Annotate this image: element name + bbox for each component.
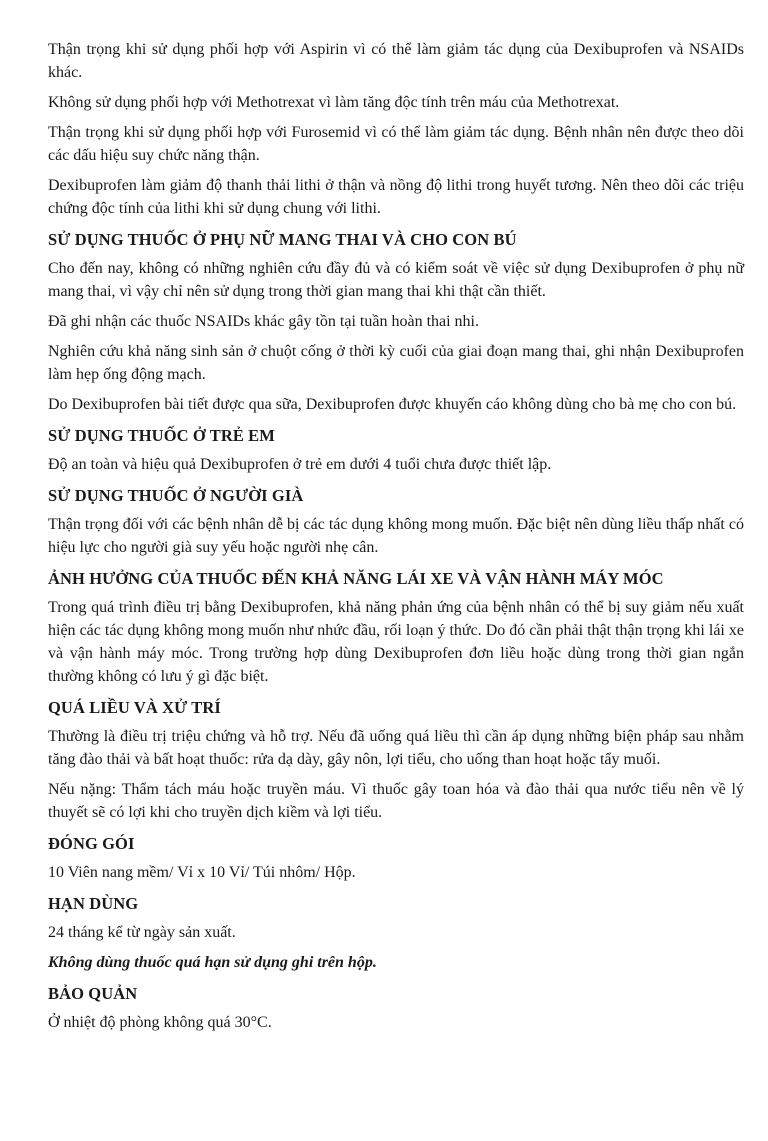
interaction-methotrexat: Không sử dụng phối hợp với Methotrexat vì làm tăng độc tính trên máu của Methotrexat. <box>48 94 620 111</box>
packaging-text: 10 Viên nang mềm/ Vỉ x 10 Vỉ/ Túi nhôm/ Hộp. <box>48 864 356 881</box>
driving-paragraph: Trong quá trình điều trị bằng Dexibuprofen, khả năng phản ứng của bệnh nhân có thể bị suy giảm nếu xuất hiện các tác dụng không mong muốn như nhức đầu, rối loạn ý thức. Do đó cần phải thật thận trọng khi lái xe và vận hành máy móc. Trong trường hợp dùng Dexibuprofen đơn liều hoặc dùng trong thời gian ngắn thường không có lưu ý gì đặc biệt. <box>48 599 744 685</box>
storage-text: Ở nhiệt độ phòng không quá 30°C. <box>48 1014 272 1031</box>
pregnancy-paragraph: Nghiên cứu khả năng sinh sản ở chuột cống ở thời kỳ cuối của giai đoạn mang thai, ghi nhận Dexibuprofen làm hẹp ống động mạch. <box>48 343 744 383</box>
elderly-paragraph: Thận trọng đối với các bệnh nhân dễ bị các tác dụng không mong muốn. Đặc biệt nên dùng liều thấp nhất có hiệu lực cho người già suy yếu hoặc người nhẹ cân. <box>48 516 744 556</box>
storage-heading: BẢO QUẢN <box>48 984 138 1003</box>
overdose-paragraph: Nếu nặng: Thẩm tách máu hoặc truyền máu. Vì thuốc gây toan hóa và đào thải qua nước tiểu nên về lý thuyết sẽ có lợi khi cho truyền dịch kiềm và lợi tiểu. <box>48 781 744 821</box>
document-page <box>48 38 744 1041</box>
packaging-heading: ĐÓNG GÓI <box>48 834 135 853</box>
expiry-text: 24 tháng kể từ ngày sản xuất. <box>48 924 236 941</box>
pregnancy-paragraph: Do Dexibuprofen bài tiết được qua sữa, Dexibuprofen được khuyến cáo không dùng cho bà mẹ cho con bú. <box>48 396 737 413</box>
overdose-heading: QUÁ LIỀU VÀ XỬ TRÍ <box>48 698 221 717</box>
pregnancy-paragraph: Cho đến nay, không có những nghiên cứu đầy đủ và có kiểm soát về việc sử dụng Dexibuprofen ở phụ nữ mang thai, vì vậy chỉ nên sử dụng trong thời gian mang thai khi thật cần thiết. <box>48 260 744 300</box>
pregnancy-paragraph: Đã ghi nhận các thuốc NSAIDs khác gây tồn tại tuần hoàn thai nhi. <box>48 313 479 330</box>
overdose-paragraph: Thường là điều trị triệu chứng và hỗ trợ. Nếu đã uống quá liều thì cần áp dụng những biện pháp sau nhằm tăng đào thải và bất hoạt thuốc: rửa dạ dày, gây nôn, lợi tiểu, cho uống than hoạt hoặc tẩy muối. <box>48 728 744 768</box>
pregnancy-heading: SỬ DỤNG THUỐC Ở PHỤ NỮ MANG THAI VÀ CHO CON BÚ <box>48 230 517 249</box>
expiry-warning: Không dùng thuốc quá hạn sử dụng ghi trên hộp. <box>48 954 377 971</box>
interaction-lithi: Dexibuprofen làm giảm độ thanh thải lithi ở thận và nồng độ lithi trong huyết tương. Nên theo dõi các triệu chứng độc tính của lithi khi sử dụng chung với lithi. <box>48 177 744 217</box>
children-paragraph: Độ an toàn và hiệu quả Dexibuprofen ở trẻ em dưới 4 tuổi chưa được thiết lập. <box>48 456 552 473</box>
expiry-heading: HẠN DÙNG <box>48 894 139 913</box>
elderly-heading: SỬ DỤNG THUỐC Ở NGƯỜI GIÀ <box>48 486 304 505</box>
interaction-furosemid: Thận trọng khi sử dụng phối hợp với Furosemid vì có thể làm giảm tác dụng. Bệnh nhân nên được theo dõi các dấu hiệu suy chức năng thận. <box>48 124 744 164</box>
interaction-aspirin: Thận trọng khi sử dụng phối hợp với Aspirin vì có thể làm giảm tác dụng của Dexibuprofen và NSAIDs khác. <box>48 41 744 81</box>
driving-heading: ẢNH HƯỞNG CỦA THUỐC ĐẾN KHẢ NĂNG LÁI XE VÀ VẬN HÀNH MÁY MÓC <box>48 569 664 588</box>
children-heading: SỬ DỤNG THUỐC Ở TRẺ EM <box>48 426 275 445</box>
